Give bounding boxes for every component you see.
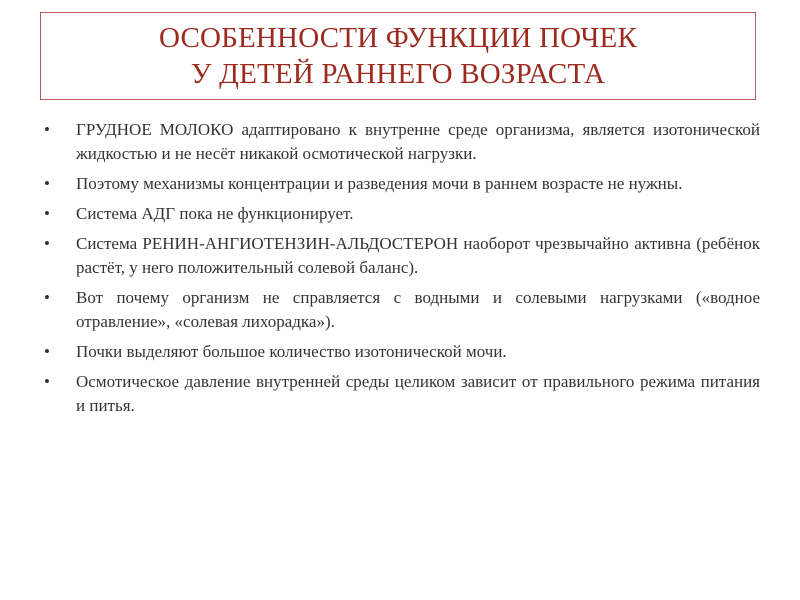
bullet-text-5: Вот почему организм не справляется с водными и солевыми нагрузками («водное отравление», «солевая лихорадка»). (76, 288, 760, 331)
bullet-icon: • (44, 342, 50, 361)
bullet-icon: • (44, 288, 50, 307)
bullet-text-1: ГРУДНОЕ МОЛОКО адаптировано к внутренне среде организма, является изотонической жидкостью и не несёт никакой осмотической нагрузки. (76, 120, 760, 163)
bullet-item-1 (40, 118, 760, 166)
bullet-text-7: Осмотическое давление внутренней среды целиком зависит от правильного режима питания и питья. (76, 372, 760, 415)
slide-title-line-1: ОСОБЕННОСТИ ФУНКЦИИ ПОЧЕК (158, 22, 638, 54)
bullet-item-3 (40, 202, 760, 226)
slide-title-line-2: У ДЕТЕЙ РАННЕГО ВОЗРАСТА (190, 58, 606, 90)
bullet-item-6 (40, 340, 760, 364)
bullet-icon: • (44, 234, 50, 253)
bullet-text-6: Почки выделяют большое количество изотонической мочи. (76, 342, 507, 361)
bullet-icon: • (44, 372, 50, 391)
bullet-text-4: Система РЕНИН-АНГИОТЕНЗИН-АЛЬДОСТЕРОН наоборот чрезвычайно активна (ребёнок растёт, у него положительный солевой баланс). (76, 234, 760, 277)
bullet-item-4 (40, 232, 760, 280)
bullet-item-2 (40, 172, 760, 196)
bullet-icon: • (44, 174, 50, 193)
bullet-item-7 (40, 370, 760, 418)
title-box (40, 12, 756, 100)
bullet-icon: • (44, 204, 50, 223)
bullet-icon: • (44, 120, 50, 139)
bullet-item-5 (40, 286, 760, 334)
bullet-list (40, 118, 760, 424)
bullet-text-3: Система АДГ пока не функционирует. (76, 204, 354, 223)
bullet-text-2: Поэтому механизмы концентрации и разведения мочи в раннем возрасте не нужны. (76, 174, 683, 193)
